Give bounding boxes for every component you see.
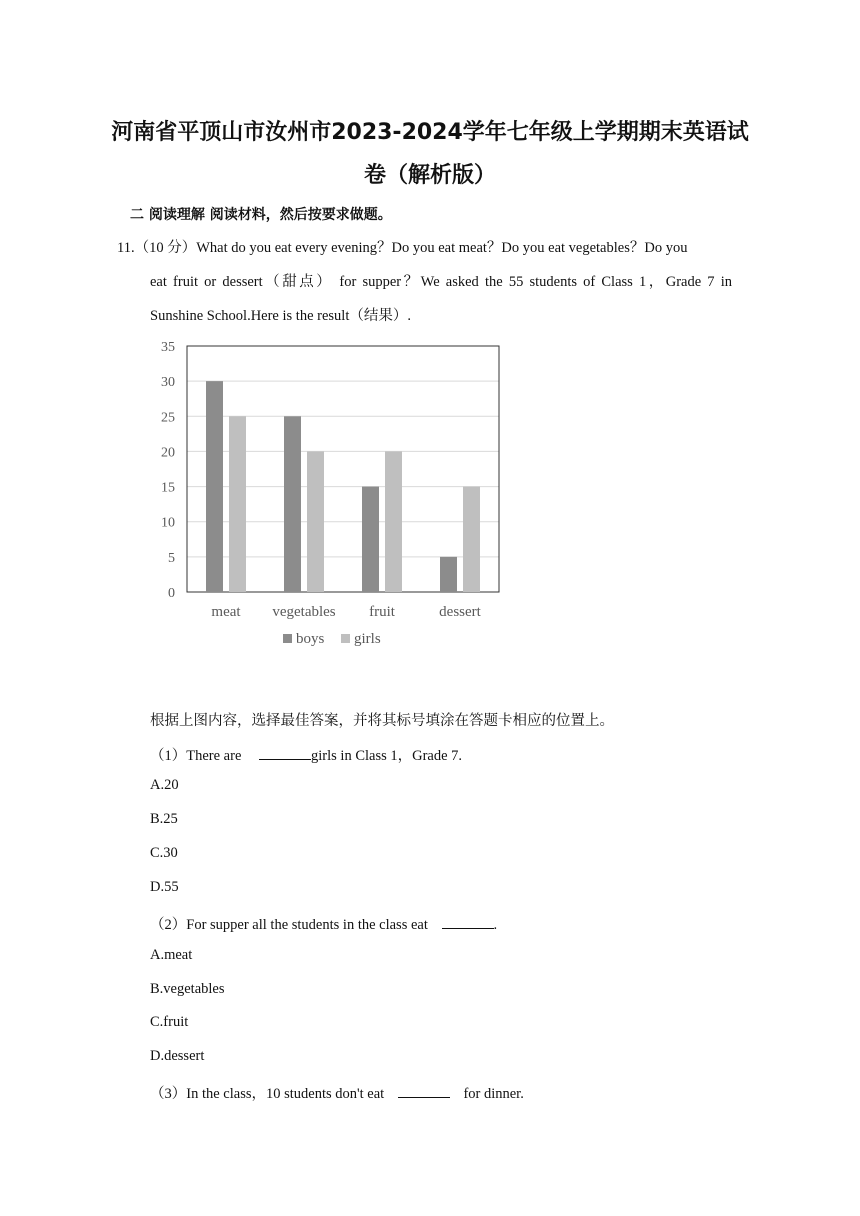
bar-boys-fruit — [362, 487, 379, 592]
bar-girls-vegetables — [307, 451, 324, 592]
question-2-stem-pre: （2）For supper all the students in the class eat — [150, 917, 428, 933]
y-tick-label: 10 — [161, 515, 175, 531]
y-tick-label: 35 — [161, 340, 175, 355]
q1-option-d: D.55 — [150, 879, 179, 895]
q2-option-c: C.fruit — [150, 1014, 189, 1030]
question-2-stem — [150, 913, 497, 934]
bar-boys-dessert — [440, 557, 457, 592]
q1-option-b: B.25 — [150, 811, 178, 827]
y-tick-label: 25 — [161, 410, 175, 426]
section-heading: 二 阅读理解 阅读材料，然后按要求做题。 — [130, 207, 392, 223]
q2-option-a: A.meat — [150, 947, 193, 963]
question-1-stem-post: girls in Class 1，Grade 7. — [311, 748, 463, 764]
q2-option-d: D.dessert — [150, 1048, 205, 1064]
y-tick-label: 5 — [168, 550, 175, 566]
page-title-line-2: 卷（解析版） — [363, 163, 496, 188]
question-11-line-3: Sunshine School.Here is the result（结果）. — [150, 308, 411, 324]
question-3-stem — [150, 1082, 524, 1103]
question-1-stem-pre: （1）There are — [150, 748, 242, 764]
legend-label-girls: girls — [354, 631, 381, 647]
q2-option-b: B.vegetables — [150, 981, 225, 997]
answer-blank — [398, 1096, 450, 1098]
q1-option-a: A.20 — [150, 777, 179, 793]
legend-swatch-boys — [283, 634, 292, 643]
answer-blank — [259, 758, 311, 760]
question-3-stem-post: for dinner. — [463, 1086, 524, 1102]
q1-option-c: C.30 — [150, 845, 178, 861]
y-tick-label: 15 — [161, 480, 175, 496]
bar-chart — [140, 332, 520, 662]
y-tick-label: 30 — [161, 375, 175, 391]
legend-swatch-girls — [341, 634, 350, 643]
question-11-line-1: 11.（10 分）What do you eat every evening？Do you eat meat？Do you eat vegetables？Do you — [117, 240, 688, 256]
question-1-stem — [150, 744, 462, 765]
question-2-stem-post: . — [493, 917, 498, 933]
legend-label-boys: boys — [296, 631, 325, 647]
y-tick-label: 20 — [161, 445, 175, 461]
instruction-text: 根据上图内容，选择最佳答案，并将其标号填涂在答题卡相应的位置上。 — [150, 713, 614, 729]
bar-girls-fruit — [385, 451, 402, 592]
bar-boys-meat — [206, 381, 223, 592]
bar-boys-vegetables — [284, 416, 301, 592]
y-tick-label: 0 — [168, 586, 175, 601]
question-3-stem-pre: （3）In the class，10 students don't eat — [150, 1086, 385, 1102]
bar-girls-dessert — [463, 487, 480, 592]
bar-girls-meat — [229, 416, 246, 592]
x-tick-label: meat — [211, 604, 241, 620]
x-tick-label: dessert — [439, 604, 481, 620]
x-tick-label: fruit — [369, 604, 395, 620]
page-title-line-1: 河南省平顶山市汝州市2023-2024学年七年级上学期期末英语试 — [111, 120, 749, 145]
x-tick-label: vegetables — [272, 604, 336, 620]
question-11-line-2: eat fruit or dessert（甜点） for supper？We asked the 55 students of Class 1，Grade 7 in — [150, 274, 732, 290]
answer-blank — [442, 927, 494, 929]
